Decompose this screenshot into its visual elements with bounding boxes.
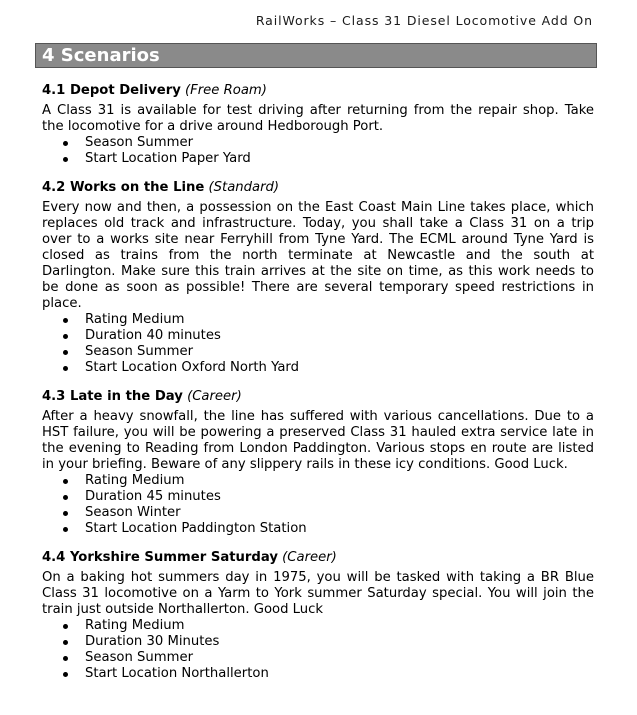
detail-text: Duration 40 minutes xyxy=(85,328,221,343)
bullet-icon xyxy=(62,312,68,328)
scenario-description: Every now and then, a possession on the East Coast Main Line takes place, which replaces old track and infrastructure. Today, you shall take a Class 31 on a trip over to a works site near Ferryhill from Tyne Yard. The ECML around Tyne Yard is closed as trains from the north terminate at Newcastle and the south at Darlington. Make sure this train arrives at the site on time, as this work needs to be done as soon as possible! There are several temporary speed restrictions in place. xyxy=(42,200,594,311)
scenario-heading xyxy=(42,83,594,99)
detail-text: Rating Medium xyxy=(85,618,185,633)
running-header: RailWorks – Class 31 Diesel Locomotive Add On xyxy=(255,13,593,28)
scenario-heading xyxy=(42,550,594,566)
detail-text: Start Location Paddington Station xyxy=(85,521,307,536)
detail-text: Season Winter xyxy=(85,505,181,520)
scenario-details-list xyxy=(42,473,594,537)
detail-item xyxy=(62,151,594,167)
detail-text: Rating Medium xyxy=(85,312,185,327)
detail-item xyxy=(62,618,594,634)
scenario-title: 4.2 Works on the Line xyxy=(42,180,205,195)
scenario-mode: (Career) xyxy=(282,550,337,565)
detail-item xyxy=(62,328,594,344)
bullet-icon xyxy=(62,634,68,650)
scenario-details-list xyxy=(42,312,594,376)
detail-text: Start Location Oxford North Yard xyxy=(85,360,299,375)
detail-item xyxy=(62,666,594,682)
detail-item xyxy=(62,650,594,666)
detail-item xyxy=(62,505,594,521)
bullet-icon xyxy=(62,650,68,666)
bullet-icon xyxy=(62,489,68,505)
bullet-icon xyxy=(62,344,68,360)
scenario-mode: (Free Roam) xyxy=(185,83,267,98)
detail-item xyxy=(62,521,594,537)
bullet-icon xyxy=(62,135,68,151)
bullet-icon xyxy=(62,151,68,167)
detail-item xyxy=(62,473,594,489)
scenario-title: 4.1 Depot Delivery xyxy=(42,83,181,98)
bullet-icon xyxy=(62,473,68,489)
scenario-works-on-the-line xyxy=(42,180,594,376)
detail-item xyxy=(62,344,594,360)
bullet-icon xyxy=(62,328,68,344)
scenario-title: 4.3 Late in the Day xyxy=(42,389,183,404)
detail-text: Season Summer xyxy=(85,650,194,665)
scenario-heading xyxy=(42,180,594,196)
detail-text: Season Summer xyxy=(85,135,194,150)
detail-item xyxy=(62,489,594,505)
bullet-icon xyxy=(62,618,68,634)
scenarios-section xyxy=(42,83,594,695)
detail-item xyxy=(62,634,594,650)
detail-item xyxy=(62,360,594,376)
scenario-yorkshire-summer-saturday xyxy=(42,550,594,682)
scenario-description: After a heavy snowfall, the line has suffered with various cancellations. Due to a HST failure, you will be powering a preserved Class 31 hauled extra service late in the evening to Reading from London Paddington. Various stops en route are listed in your briefing. Beware of any slippery rails in these icy conditions. Good Luck. xyxy=(42,409,594,472)
scenario-title: 4.4 Yorkshire Summer Saturday xyxy=(42,550,278,565)
scenario-description: On a baking hot summers day in 1975, you will be tasked with taking a BR Blue Class 31 locomotive on a Yarm to York summer Saturday special. You will join the train just outside Northallerton. Good Luck xyxy=(42,570,594,617)
detail-item xyxy=(62,135,594,151)
scenario-mode: (Career) xyxy=(187,389,242,404)
detail-text: Rating Medium xyxy=(85,473,185,488)
scenario-details-list xyxy=(42,618,594,682)
bullet-icon xyxy=(62,360,68,376)
detail-text: Duration 45 minutes xyxy=(85,489,221,504)
detail-text: Duration 30 Minutes xyxy=(85,634,220,649)
bullet-icon xyxy=(62,521,68,537)
detail-item xyxy=(62,312,594,328)
detail-text: Start Location Northallerton xyxy=(85,666,269,681)
chapter-title: 4 Scenarios xyxy=(42,45,160,66)
chapter-heading-bar xyxy=(35,43,597,68)
detail-text: Start Location Paper Yard xyxy=(85,151,251,166)
bullet-icon xyxy=(62,666,68,682)
bullet-icon xyxy=(62,505,68,521)
detail-text: Season Summer xyxy=(85,344,194,359)
scenario-late-in-the-day xyxy=(42,389,594,537)
scenario-mode: (Standard) xyxy=(208,180,280,195)
scenario-description: A Class 31 is available for test driving after returning from the repair shop. Take the locomotive for a drive around Hedborough Port. xyxy=(42,103,594,134)
scenario-heading xyxy=(42,389,594,405)
scenario-depot-delivery xyxy=(42,83,594,167)
scenario-details-list xyxy=(42,135,594,167)
